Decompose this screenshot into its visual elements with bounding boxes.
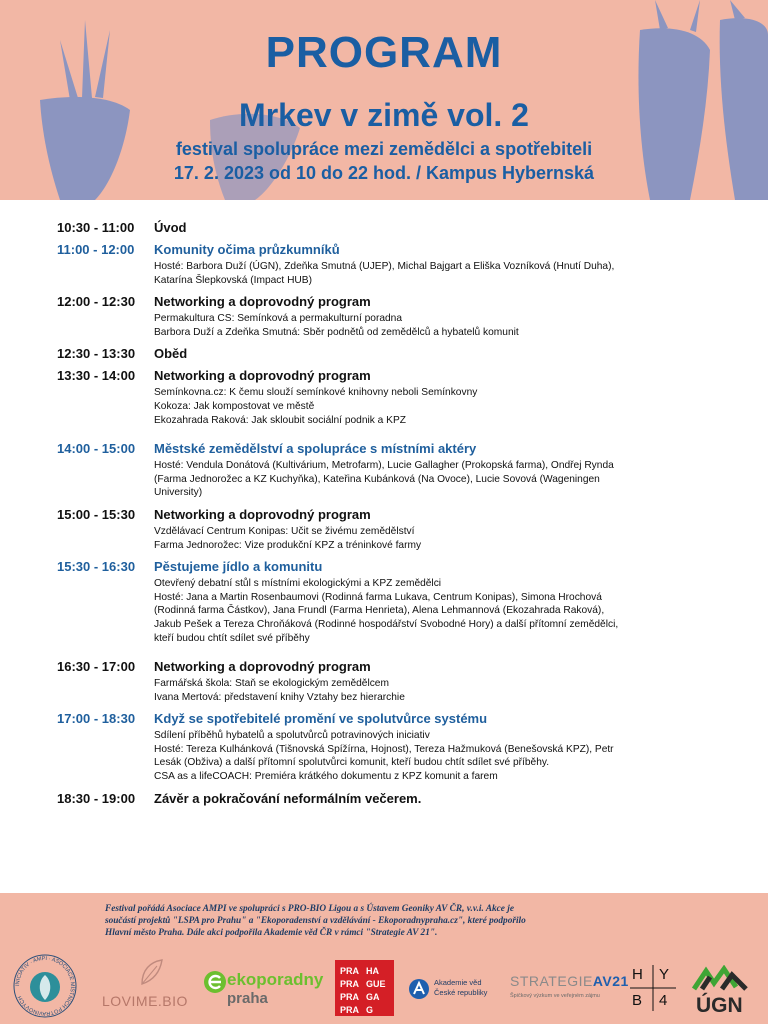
description-line: Jakub Pešek a Tereza Chroňáková (Rodinné hospodářství Svobodné Hory) a další přítomní zemědělci,: [154, 618, 619, 630]
hyb4-letter: B: [632, 992, 643, 1009]
program-item: [57, 346, 737, 361]
description-line: Vzdělávací Centrum Konipas: Učit se živému zemědělství: [154, 525, 415, 537]
ampi-logo: [12, 953, 78, 1019]
header-banner: [0, 0, 768, 200]
program-time: 18:30 - 19:00: [57, 790, 136, 806]
program-item: [57, 242, 737, 287]
description-line: Barbora Duží a Zdeňka Smutná: Sběr podnětů od zemědělců a hybatelů komunit: [154, 326, 519, 338]
program-time: 12:00 - 12:30: [57, 294, 136, 310]
praha-logo-text: GUE: [366, 979, 386, 989]
program-description: [154, 386, 737, 427]
description-line: Hosté: Jana a Martin Rosenbaumovi (Rodinná farma Lukava, Centrum Konipas), Simona Hrochová: [154, 591, 602, 603]
program-time: 12:30 - 13:30: [57, 346, 136, 362]
program-item: [57, 791, 737, 806]
hyb4-logo: [628, 963, 678, 1013]
description-line: Farma Jednorožec: Vize produkční KPZ a tréninkové farmy: [154, 539, 422, 551]
credits-text: [105, 903, 665, 939]
hyb4-letter: H: [632, 966, 643, 983]
program-item-header: [57, 346, 737, 361]
program-item: [57, 441, 737, 500]
lovime-bio-text: LOVIME.BIO: [102, 993, 188, 1009]
event-date-place: 17. 2. 2023 od 10 do 22 hod. / Kampus Hybernská: [173, 163, 595, 183]
program-title: Oběd: [154, 346, 188, 362]
program-description: [154, 312, 737, 339]
description-line: Otevřený debatní stůl s místními ekologickými a KPZ zemědělci: [154, 578, 442, 590]
program-time: 15:30 - 16:30: [57, 559, 136, 575]
praha-logo-text: PRA: [340, 1005, 360, 1015]
strategie-text: STRATEGIE: [510, 973, 593, 989]
description-line: Hosté: Vendula Donátová (Kultivárium, Metrofarm), Lucie Gallagher (Prokopská farma), Ondřej Rynda: [154, 460, 614, 472]
program-item-header: [57, 242, 737, 257]
program-item-header: [57, 659, 737, 674]
description-line: Semínkovna.cz: K čemu slouží semínkové knihovny neboli Semínkovny: [154, 387, 478, 399]
description-line: (Farma Jednorožec a KZ Kuchyňka), Kateřina Kubánková (Na Ovoce), Lucie Sovová (Wageningen: [154, 473, 600, 485]
description-line: Katarína Šlepkovská (Impact HUB): [154, 274, 312, 286]
description-line: Sdílení příběhů hybatelů a spolutvůrců potravinových iniciativ: [154, 730, 430, 742]
program-title: Networking a doprovodný program: [154, 659, 371, 675]
ekoporadny-text: ekoporadny: [227, 970, 324, 989]
description-line: Hosté: Tereza Kulhánková (Tišnovská Spížírna, Hojnost), Tereza Hažmuková (Benešovská KPZ), Petr: [154, 743, 614, 755]
event-tagline: festival spolupráce mezi zemědělci a spotřebiteli: [175, 139, 593, 159]
program-time: 17:00 - 18:30: [57, 711, 136, 727]
program-item: [57, 507, 737, 552]
hyb4-letter: Y: [659, 966, 670, 983]
av21-text: AV21: [592, 973, 629, 989]
description-line: Ivana Mertová: představení knihy Vztahy bez hierarchie: [154, 691, 405, 703]
program-item: [57, 368, 737, 427]
ugn-logo: [692, 965, 754, 1017]
hyb4-letter: 4: [659, 992, 668, 1009]
praha-logo-text: PRA: [340, 992, 360, 1002]
credits-line: Hlavní město Praha. Dále akci podpořila Akademie věd ČR v rámci "Strategie AV 21".: [105, 928, 438, 938]
description-line: (Rodinná farma Částkov), Jana Frundl (Farma Henrieta), Alena Lehmannová (Ekozahrada Raková),: [154, 605, 605, 617]
program-title: Městské zemědělství a spolupráce s místními aktéry: [154, 441, 477, 457]
program-time: 16:30 - 17:00: [57, 659, 136, 675]
description-line: Ekozahrada Raková: Jak skloubit sociální podnik a KPZ: [154, 414, 406, 426]
description-line: Lesák (Obživa) a další přítomní spolutvůrci komunit, kteří budou chtít sdílet své příběhy.: [154, 757, 550, 769]
praha-city-logo: [335, 960, 394, 1016]
strategie-claim: Špičkový výzkum ve veřejném zájmu: [510, 993, 600, 999]
page-title: PROGRAM: [265, 28, 503, 77]
program-item-header: [57, 294, 737, 309]
program-item-header: [57, 507, 737, 522]
praha-logo-text: HA: [366, 966, 379, 976]
praha-logo-text: G: [366, 1005, 374, 1015]
praha-logo-text: GA: [366, 992, 380, 1002]
description-line: kteří budou chtít sdílet své příběhy: [154, 632, 310, 644]
akademie-icon: [408, 978, 430, 1000]
akademie-text: České republiky: [434, 988, 488, 997]
program-item: [57, 559, 737, 645]
program-description: [154, 729, 737, 783]
event-name: Mrkev v zimě vol. 2: [239, 97, 529, 133]
description-line: Permakultura CS: Semínková a permakulturní poradna: [154, 313, 403, 325]
program-description: [154, 459, 737, 500]
credits-line: Festival pořádá Asociace AMPI ve spolupráci s PRO-BIO Ligou a s Ústavem Geoniky AV ČR, v.v.i. Akce je: [105, 904, 514, 914]
program-time: 13:30 - 14:00: [57, 368, 136, 384]
program-title: Úvod: [154, 220, 187, 235]
program-item: [57, 711, 737, 783]
program-item: [57, 294, 737, 339]
ampi-ring-text: INICIATIV · AMPI · ASOCIACE MÍSTNÍCH POTRAVINOVÝCH: [14, 955, 76, 1017]
program-description: [154, 677, 737, 704]
program-time: 14:00 - 15:00: [57, 441, 136, 457]
praha-text: praha: [227, 990, 268, 1007]
program-item-header: [57, 368, 737, 383]
program-time: 11:00 - 12:00: [57, 242, 135, 257]
description-line: Kokoza: Jak kompostovat ve městě: [154, 400, 315, 412]
program-description: [154, 260, 737, 287]
lovime-bio-logo: [102, 956, 192, 1009]
ekoporadny-praha-logo: [203, 968, 328, 1012]
strategie-av21-logo: [510, 971, 629, 1011]
program-item: [57, 659, 737, 704]
credits-line: součástí projektů "LSPA pro Prahu" a "Ekoporadenství a vzdělávání - Ekoporadnypraha.cz", které podpořilo: [105, 916, 526, 926]
program-description: [154, 525, 737, 552]
praha-logo-text: PRA: [340, 979, 360, 989]
description-line: University): [154, 487, 203, 499]
leaf-icon: [102, 956, 192, 986]
program-description: [154, 577, 737, 645]
program-title: Komunity očima průzkumníků: [154, 242, 340, 257]
eko-e-icon: [203, 970, 227, 994]
description-line: Farmářská škola: Staň se ekologickým zemědělcem: [154, 678, 389, 690]
program-item-header: [57, 220, 737, 235]
footer: [0, 893, 768, 1024]
program-list: [57, 220, 737, 813]
program-title: Networking a doprovodný program: [154, 294, 371, 310]
program-item-header: [57, 711, 737, 726]
program-time: 15:00 - 15:30: [57, 506, 136, 522]
ugn-text: ÚGN: [696, 994, 743, 1017]
program-title: Networking a doprovodný program: [154, 506, 371, 522]
program-title: Pěstujeme jídlo a komunitu: [154, 559, 323, 575]
program-item: [57, 220, 737, 235]
akademie-text: Akademie věd: [434, 978, 482, 987]
description-line: CSA as a lifeCOACH: Premiéra krátkého dokumentu z KPZ komunit a farem: [154, 771, 498, 783]
ugn-mountains-icon: [692, 965, 750, 991]
program-item-header: [57, 791, 737, 806]
program-item-header: [57, 441, 737, 456]
program-title: Když se spotřebitelé promění ve spolutvůrce systému: [154, 711, 488, 727]
program-title: Závěr a pokračování neformálním večerem.: [154, 790, 422, 806]
program-time: 10:30 - 11:00: [57, 220, 135, 235]
description-line: Hosté: Barbora Duží (ÚGN), Zdeňka Smutná (UJEP), Michal Bajgart a Eliška Vozníková (Hnutí Duha),: [154, 261, 615, 272]
program-title: Networking a doprovodný program: [154, 368, 371, 384]
akademie-ved-logo: [408, 975, 503, 1005]
praha-logo-text: PRA: [340, 966, 360, 976]
program-item-header: [57, 559, 737, 574]
